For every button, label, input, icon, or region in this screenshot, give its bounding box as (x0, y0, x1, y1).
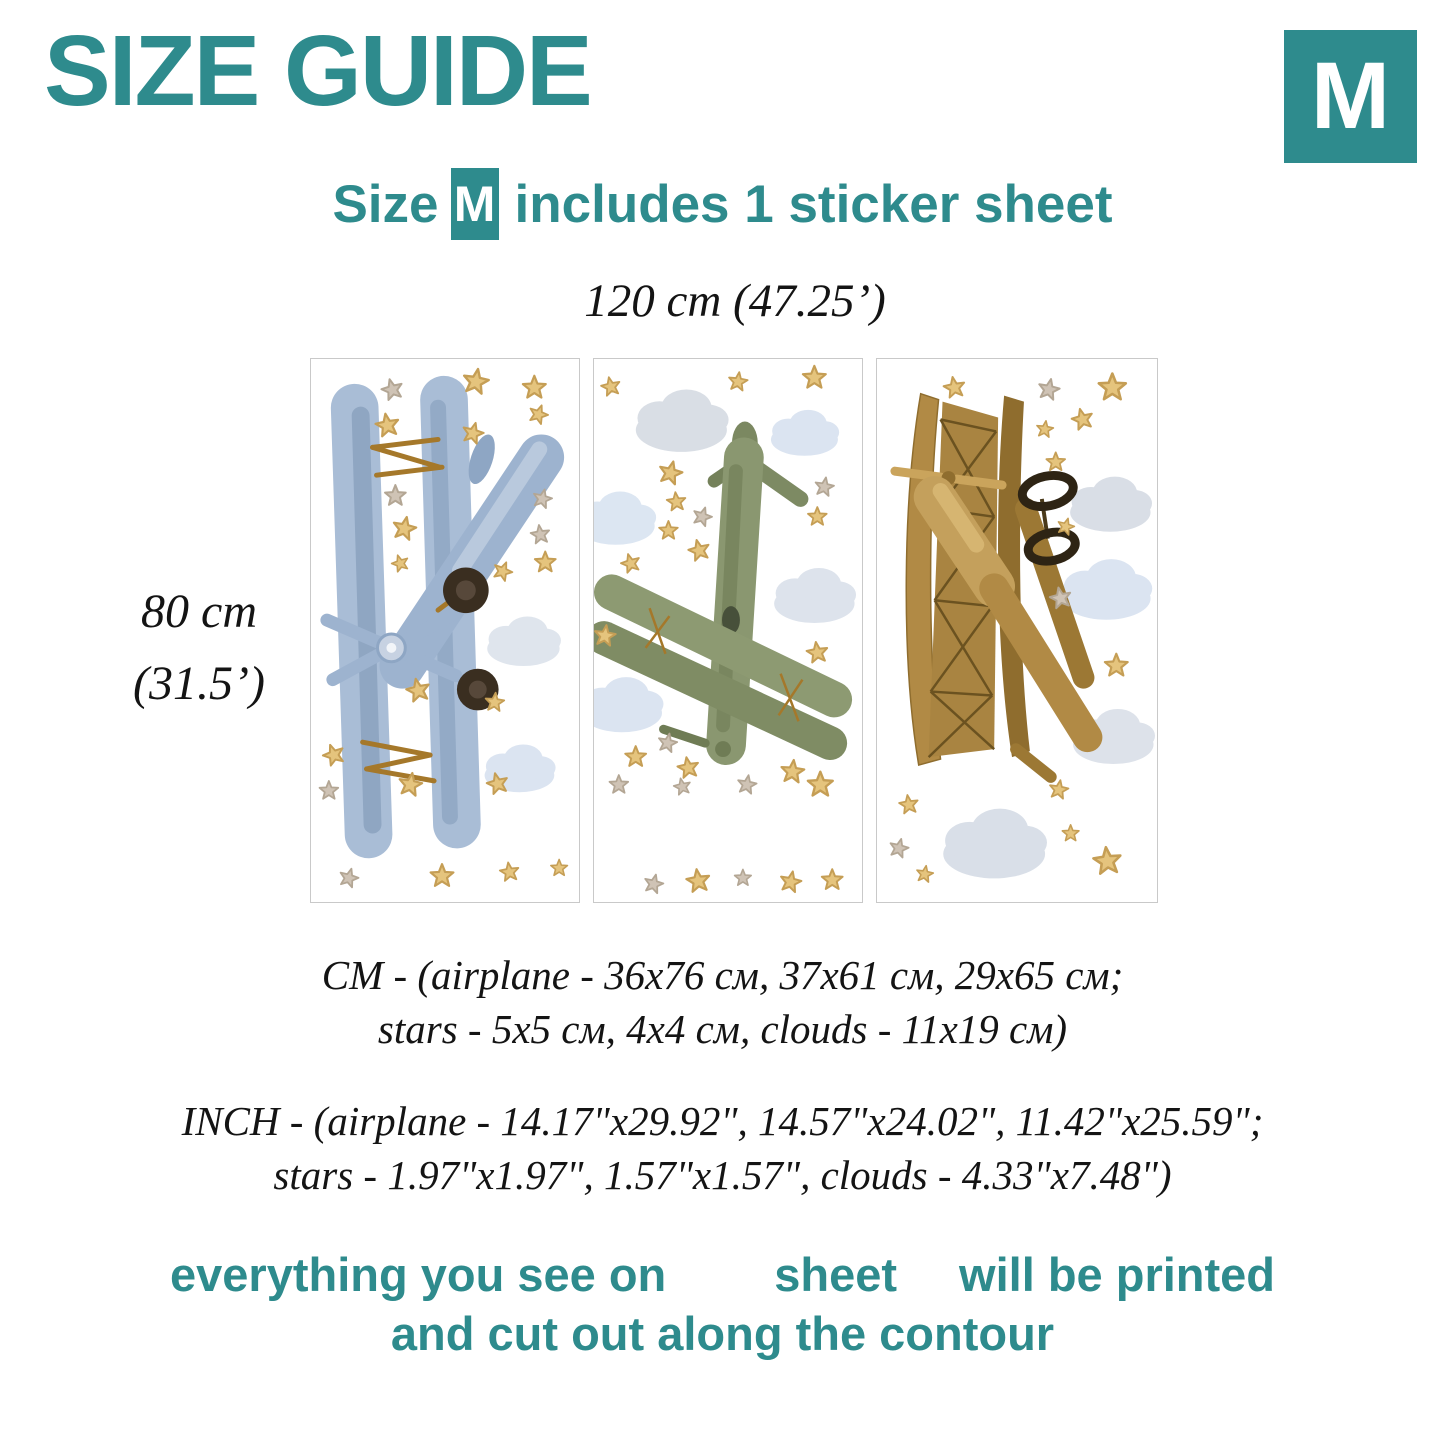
brown-airplane-illustration (877, 359, 1157, 902)
subtitle (0, 172, 1445, 244)
sheet-height-label-line2: (31.5’) (133, 657, 265, 710)
dimensions-inch-line1: INCH - (airplane - 14.17"x29.92", 14.57"x24.02", 11.42"x25.59"; (181, 1098, 1264, 1144)
brown-airplane-icon (895, 394, 1088, 777)
dimensions-cm (0, 948, 1445, 1056)
sheet-width-label: 120 cm (47.25’) (584, 275, 886, 327)
size-m-inline-badge: M (451, 168, 499, 240)
size-m-corner-badge (1284, 30, 1417, 163)
subtitle-suffix: includes 1 sticker sheet (514, 175, 1113, 234)
brown-airplane-sheet (876, 358, 1158, 903)
dimensions-inch (0, 1094, 1445, 1202)
footer-note (0, 1246, 1445, 1364)
dimensions-cm-line2: stars - 5x5 см, 4x4 см, clouds - 11x19 см) (377, 1006, 1068, 1053)
footer-line1-part2: sheet (774, 1248, 898, 1301)
footer-line1 (0, 1246, 1445, 1305)
page-title: SIZE GUIDE (44, 15, 591, 127)
sheet-height-label (90, 576, 308, 720)
dimensions-inch-line2: stars - 1.97"x1.97", 1.57"x1.57", clouds - 4.33"x7.48") (273, 1152, 1172, 1199)
green-airplane-sheet (593, 358, 863, 903)
dimensions-cm-line1: CM - (airplane - 36x76 см, 37x61 см, 29x65 см; (321, 952, 1124, 998)
subtitle-prefix: Size (332, 175, 439, 234)
size-m-corner-badge-label: M (1310, 43, 1391, 149)
blue-airplane-sheet (310, 358, 580, 903)
footer-line1-part3: will be printed (959, 1248, 1275, 1301)
sticker-sheets-row (310, 358, 1158, 903)
footer-line1-part1: everything you see on (169, 1248, 667, 1301)
footer-line2: and cut out along the contour (390, 1306, 1055, 1360)
green-airplane-illustration (594, 359, 862, 902)
sheet-height-label-line1: 80 cm (141, 585, 257, 638)
blue-airplane-illustration (311, 359, 579, 902)
